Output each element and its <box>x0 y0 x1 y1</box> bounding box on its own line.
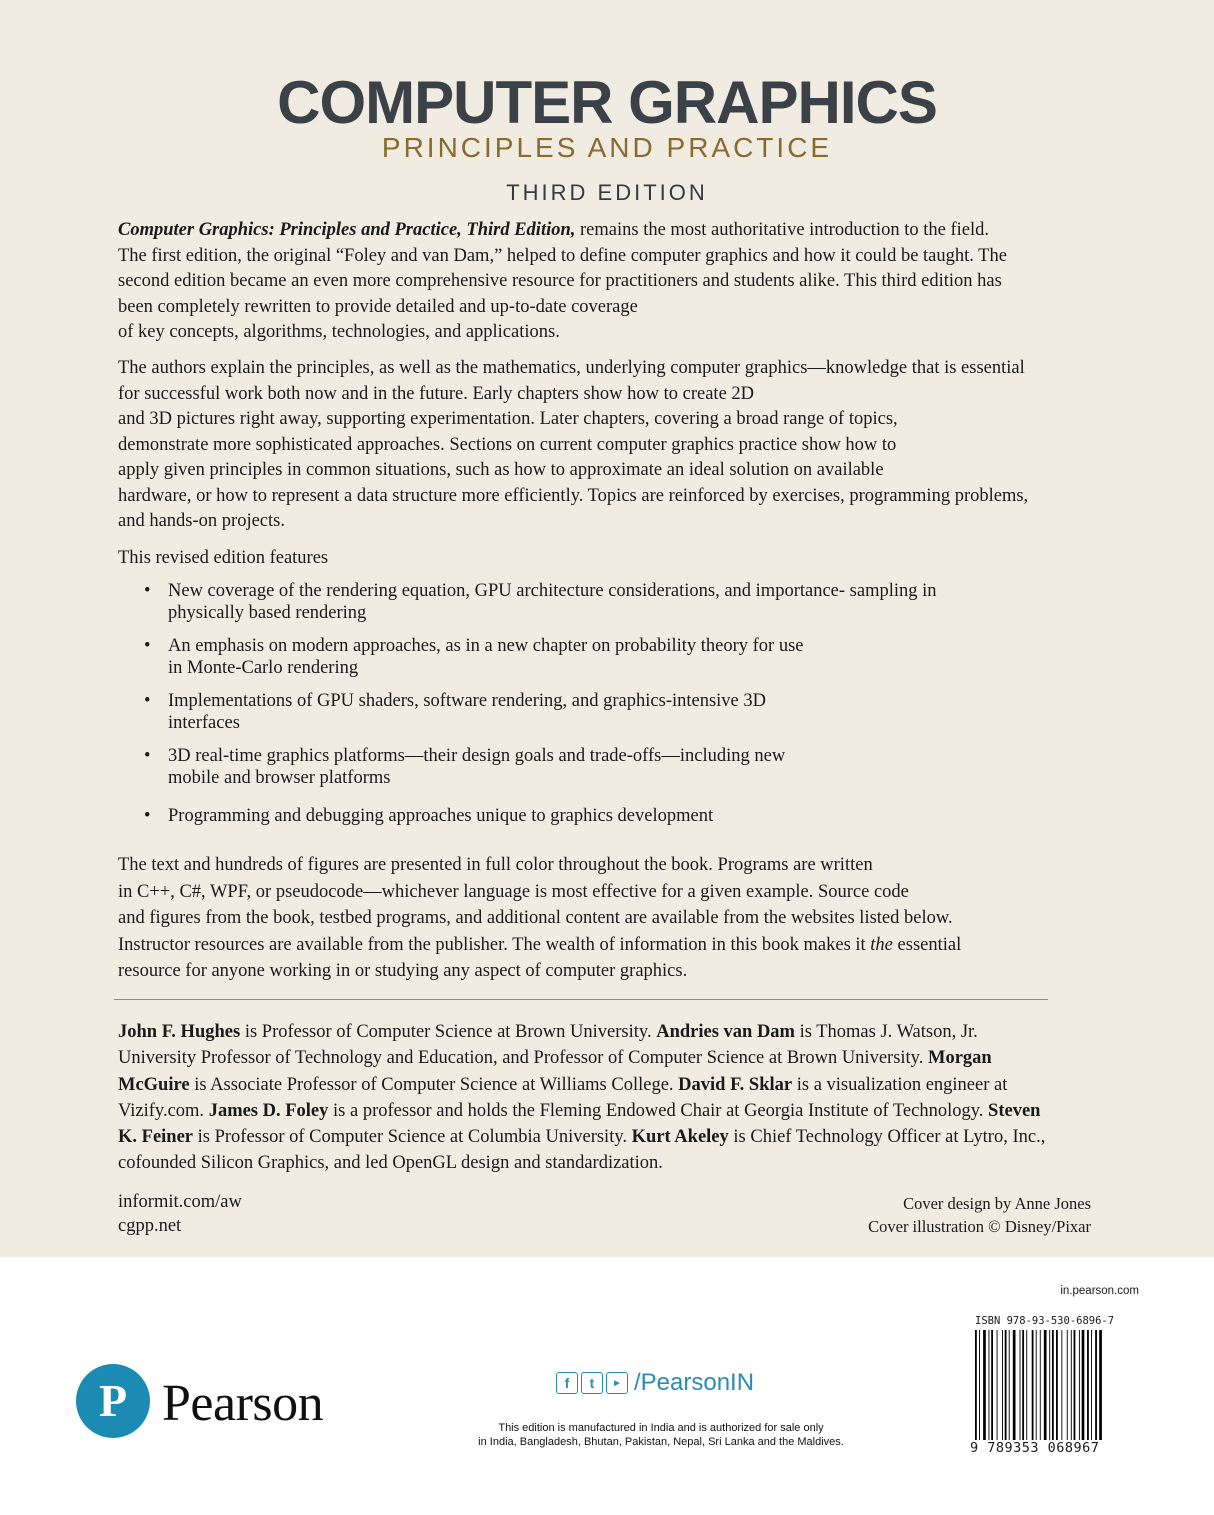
social-handle[interactable]: /PearsonIN <box>634 1369 755 1396</box>
intro-title-italic: Computer Graphics: Principles and Practice, Third Edition, <box>118 220 576 240</box>
list-item: • Implementations of GPU shaders, software rendering, and graphics-intensive 3D interfaces <box>144 691 767 733</box>
cover-credits <box>868 1192 1091 1238</box>
youtube-icon[interactable]: ▶ <box>606 1372 628 1394</box>
barcode-digits: 9 789353 068967 <box>970 1440 1100 1456</box>
author-bios: John F. Hughes is Professor of Computer Science at Brown University. Andries van Dam is Thomas J. Watson, Jr. University Professor of Technology and Education, and Professor of Computer Science at Brown University. Morgan McGuire is Associate Professor of Computer Science at Williams College. David F. Sklar is a visualization engineer at Vizify.com. James D. Foley is a professor and holds the Fleming Endowed Chair at Georgia Institute of Technology. Steven K. Feiner is Professor of Computer Science at Columbia University. Kurt Akeley is Chief Technology Officer at Lytro, Inc., cofounded Silicon Graphics, and led OpenGL design and standardization. <box>118 1022 1046 1174</box>
closing-paragraph: The text and hundreds of figures are presented in full color throughout the book. Programs are written in C++, C#, WPF, or pseudocode—whichever language is most effective for a given example. Source code and figures from the book, testbed programs, and additional content are available from the websites listed below. Instructor resources are available from the publisher. The wealth of information in this book makes it the essential resource for anyone working in or studying any aspect of computer graphics. <box>118 855 962 981</box>
intro-paragraph: Computer Graphics: Principles and Practice, Third Edition, remains the most authoritative introduction to the field. The first edition, the original “Foley and van Dam,” helped to define computer graphics and how it could be taught. The second edition became an even more comprehensive resource for practitioners and students alike. This third edition has been completely rewritten to provide detailed and up-to-date coverage of key concepts, algorithms, technologies, and applications. <box>118 220 1007 342</box>
features-list <box>118 580 1018 838</box>
list-item: • Programming and debugging approaches unique to graphics development <box>144 806 714 826</box>
isbn-label: ISBN 978-93-530-6896-7 <box>975 1315 1115 1327</box>
bullet-icon: • <box>144 691 151 711</box>
link-cgpp[interactable]: cgpp.net <box>118 1216 182 1236</box>
link-informit[interactable]: informit.com/aw <box>118 1192 242 1212</box>
facebook-icon[interactable]: f <box>556 1372 578 1394</box>
principles-paragraph: The authors explain the principles, as well as the mathematics, underlying computer graphics—knowledge that is essential for successful work both now and in the future. Early chapters show how to create 2D and 3D pictures right away, supporting experimentation. Later chapters, covering a broad range of topics, demonstrate more sophisticated approaches. Sections on current computer graphics practice show how to apply given principles in common situations, such as how to approximate an ideal solution on available hardware, or how to represent a data structure more efficiently. Topics are reinforced by exercises, programming problems, and hands-on projects. <box>118 358 1029 531</box>
bullet-icon: • <box>144 746 151 766</box>
bullet-icon: • <box>144 581 151 601</box>
cover-illustration-credit: Cover illustration © Disney/Pixar <box>868 1217 1091 1236</box>
publisher-name: Pearson <box>162 1375 324 1432</box>
section-divider <box>114 999 1048 1000</box>
pearson-logo-icon <box>76 1364 150 1438</box>
book-title: COMPUTER GRAPHICS <box>277 69 937 136</box>
bullet-icon: • <box>144 636 151 656</box>
list-item: • New coverage of the rendering equation, GPU architecture considerations, and importance- sampling in physically based rendering <box>144 581 937 623</box>
list-item: • An emphasis on modern approaches, as in a new chapter on probability theory for use in Monte-Carlo rendering <box>144 636 804 678</box>
features-intro: This revised edition features <box>118 548 329 568</box>
barcode-icon <box>975 1330 1141 1440</box>
social-links <box>556 1368 754 1398</box>
sale-restriction-notice: This edition is manufactured in India and is authorized for sale only in India, Bangladesh, Bhutan, Pakistan, Nepal, Sri Lanka and the Maldives. <box>478 1422 844 1448</box>
website-links <box>118 1190 242 1238</box>
cover-design-credit: Cover design by Anne Jones <box>903 1194 1091 1213</box>
bullet-icon: • <box>144 806 151 826</box>
list-item: • 3D real-time graphics platforms—their design goals and trade-offs—including new mobile and browser platforms <box>144 746 786 788</box>
twitter-icon[interactable]: t <box>581 1372 603 1394</box>
book-subtitle: PRINCIPLES AND PRACTICE <box>381 132 833 163</box>
book-edition: THIRD EDITION <box>506 180 708 205</box>
publisher-website[interactable]: in.pearson.com <box>1060 1285 1139 1297</box>
logo-letter: P <box>98 1375 128 1426</box>
